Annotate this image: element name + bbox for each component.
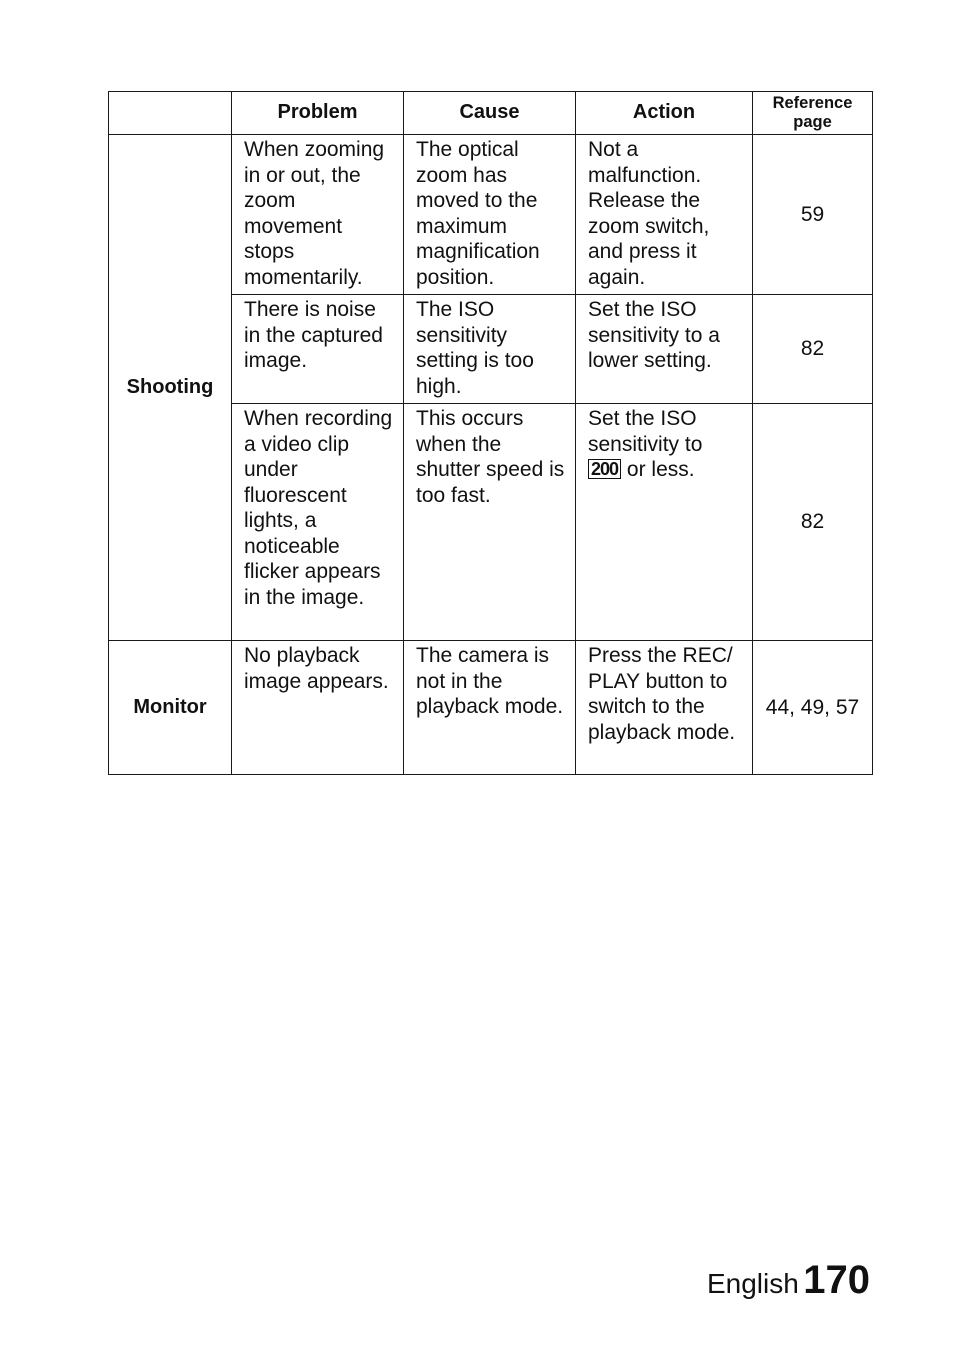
action-cell: Not a malfunction. Release the zoom switch, and press it again.	[576, 135, 753, 295]
header-cause: Cause	[404, 92, 576, 135]
reference-page-cell: 82	[753, 404, 873, 641]
action-cell	[576, 404, 753, 641]
cause-cell: The optical zoom has moved to the maximum magnification position.	[404, 135, 576, 295]
category-shooting: Shooting	[109, 135, 232, 641]
action-text: Set the ISO sensitivity to	[588, 407, 703, 456]
table-row	[109, 135, 873, 295]
header-action: Action	[576, 92, 753, 135]
reference-page-cell: 82	[753, 295, 873, 404]
footer-language: English	[706, 1268, 799, 1299]
page-footer	[707, 1258, 870, 1303]
action-cell: Set the ISO sensitivity to a lower setting.	[576, 295, 753, 404]
action-text: or less.	[626, 458, 695, 481]
problem-cell: There is noise in the captured image.	[232, 295, 404, 404]
header-category	[109, 92, 232, 135]
table-row	[109, 641, 873, 775]
cause-cell: This occurs when the shutter speed is too fast.	[404, 404, 576, 641]
reference-page-cell: 44, 49, 57	[753, 641, 873, 775]
problem-cell: No playback image appears.	[232, 641, 404, 775]
reference-page-cell: 59	[753, 135, 873, 295]
page-number: 170	[803, 1258, 870, 1302]
header-reference-page: Reference page	[753, 92, 873, 135]
category-monitor: Monitor	[109, 641, 232, 775]
iso-200-icon: 200	[588, 459, 621, 479]
header-problem: Problem	[232, 92, 404, 135]
problem-cell: When recording a video clip under fluorescent lights, a noticeable flicker appears in the image.	[232, 404, 404, 641]
problem-cell: When zooming in or out, the zoom movement stops momentarily.	[232, 135, 404, 295]
troubleshooting-table	[108, 91, 873, 775]
cause-cell: The camera is not in the playback mode.	[404, 641, 576, 775]
action-cell: Press the REC/ PLAY button to switch to the playback mode.	[576, 641, 753, 775]
cause-cell: The ISO sensitivity setting is too high.	[404, 295, 576, 404]
table-header-row	[109, 92, 873, 135]
